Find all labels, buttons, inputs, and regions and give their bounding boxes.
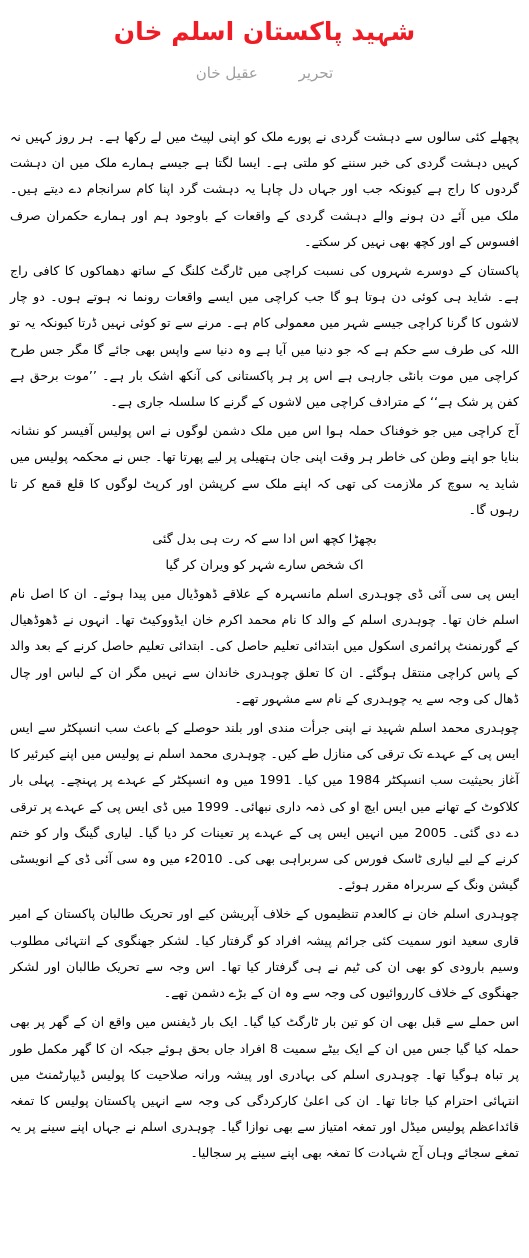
byline <box>0 62 529 84</box>
paragraph: اس حملے سے قبل بھی ان کو تین بار ٹارگٹ کیا گیا۔ ایک بار ڈیفنس میں واقع ان کے گھر پر بھی حملہ کیا گیا جس میں ان کے ایک بیٹے سمیت 8 افراد جاں بحق ہوئے جبکہ ان کا گھر مکمل طور پر تباہ ہوگیا تھا۔ چوہدری اسلم کی بہادری اور پیشہ ورانہ صلاحیت کا پولیس ڈیپارٹمنٹ میں انتہائی احترام کیا جاتا تھا۔ ان کی اعلیٰ کارکردگی کی وجہ سے انہیں پاکستان پولیس کا تمغہ قائداعظم پولیس میڈل اور تمغہ امتیاز سے بھی نوازا گیا۔ چوہدری اسلم نے جہاں اپنے سینے پر یہ تمغے سجائے وہاں آج شہادت کا تمغہ بھی اپنے سینے پر سجالیا۔ <box>10 1014 519 1161</box>
paragraph: پچھلے کئی سالوں سے دہشت گردی نے پورے ملک کو اپنی لپیٹ میں لے رکھا ہے۔ ہر روز کہیں نہ کہیں دہشت گردی کی خبر سننے کو ملتی ہے۔ ایسا لگتا ہے جیسے ہمارے ملک میں ان دہشت گردوں کا راج ہے کیونکہ جب اور جہاں دل چاہا یہ دہشت گرد اپنا کام سرانجام دے دیتے ہیں۔ ملک میں آئے دن ہونے والے دہشت گردی کے واقعات کے باوجود ہم اور ہمارے حکمران صرف افسوس کے اور کچھ بھی نہیں کر سکتے۔ <box>10 129 519 249</box>
byline-label: تحریر <box>298 64 334 82</box>
couplet-line: اک شخص سارے شہر کو ویران کر گیا <box>165 557 364 573</box>
paragraph: چوہدری اسلم خان نے کالعدم تنظیموں کے خلاف آپریشن کیے اور تحریک طالبان پاکستان کے امیر قاری سعید انور سمیت کئی جرائم پیشہ افراد کو گرفتار کیا۔ لشکر جھنگوی کے انتہائی مطلوب وسیم بارودی کو بھی ان کی ٹیم نے ہی گرفتار کیا تھا۔ اس وجہ سے تحریک طالبان اور لشکر جھنگوی کے خلاف کارروائیوں کی وجہ سے وہ ان کے بڑے دشمن تھے۔ <box>10 906 519 1001</box>
article-title: شہید پاکستان اسلم خان <box>113 17 416 46</box>
article-body <box>10 124 519 1170</box>
couplet-line: بچھڑا کچھ اس ادا سے کہ رت ہی بدل گئی <box>152 531 377 547</box>
paragraph: آج کراچی میں جو خوفناک حملہ ہوا اس میں ملک دشمن لوگوں نے اس پولیس آفیسر کو نشانہ بنایا جو اپنے وطن کی خاطر ہر وقت اپنی جان ہتھیلی پر لیے پھرتا تھا۔ جس نے محکمہ پولیس میں شاید یہ سوچ کر ملازمت کی تھی کہ اپنے ملک سے کرپشن اور کرپٹ لوگوں کا قلع قمع کر تا رہوں گا۔ <box>10 423 519 517</box>
poetry-couplet <box>10 526 519 578</box>
paragraph: ایس پی سی آئی ڈی چوہدری اسلم مانسہرہ کے علاقے ڈھوڈیال میں پیدا ہوئے۔ ان کا اصل نام اسلم خان تھا۔ چوہدری اسلم کے والد کا نام محمد اکرم خان ایڈووکیٹ تھا۔ انہوں نے ڈھوڈھیال کے گورنمنٹ پرائمری اسکول میں ابتدائی تعلیم حاصل کی۔ ابتدائی تعلیم حاصل کرنے کے بعد والد کے پاس کراچی منتقل ہوگئے۔ ان کا تعلق چوہدری خاندان سے نہیں مگر ان کے لباس اور چال ڈھال کی وجہ سے یہ چوہدری کے نام سے مشہور تھے۔ <box>10 586 519 706</box>
paragraph: چوہدری محمد اسلم شہید نے اپنی جرأت مندی اور بلند حوصلے کے باعث سب انسپکٹر سے ایس ایس پی کے عہدے تک ترقی کی منازل طے کیں۔ چوہدری محمد اسلم نے پولیس میں اپنے کیرئیر کا آغاز بحیثیت سب انسپکٹر 1984 میں کیا۔ 1991 میں وہ انسپکٹر کے عہدے پر پہنچے۔ پہلی بار کلاکوٹ کے تھانے میں ایس ایچ او کی ذمہ داری نبھائی۔ 1999 میں ڈی ایس پی کے عہدے پر ترقی دے دی گئی۔ 2005 میں انہیں ایس پی کے عہدے پر تعینات کر دیا گیا۔ لیاری گینگ وار کو ختم کرنے کے لیے لیاری ٹاسک فورس کی سربراہی بھی کی۔ 2010ء میں وہ سی آئی ڈی کے انویسٹی گیشن ونگ کے سربراہ مقرر ہوئے۔ <box>10 720 520 893</box>
author-name: عقیل خان <box>195 64 258 82</box>
paragraph: پاکستان کے دوسرے شہروں کی نسبت کراچی میں ٹارگٹ کلنگ کے ساتھ دھماکوں کا کافی راج ہے۔ شاید ہی کوئی دن ہوتا ہو گا جب کراچی میں ایسے واقعات رونما نہ ہوتے ہوں۔ دو چار لاشوں کا گرنا کراچی جیسے شہر میں معمولی کام ہے۔ مرنے سے تو کوئی نہیں ڈرتا کیونکہ یہ تو اللہ کی طرف سے حکم ہے کہ جو دنیا میں آیا ہے وہ دنیا سے واپس بھی جائے گا مگر جس طرح کراچی میں موت بانٹی جارہی ہے اس پر ہر پاکستانی کی آنکھ اشک بار ہے۔ ’’موت برحق ہے کفن پر شک ہے‘‘ کے مترادف کراچی میں لاشوں کے گرنے کا سلسلہ جاری ہے۔ <box>10 263 519 410</box>
